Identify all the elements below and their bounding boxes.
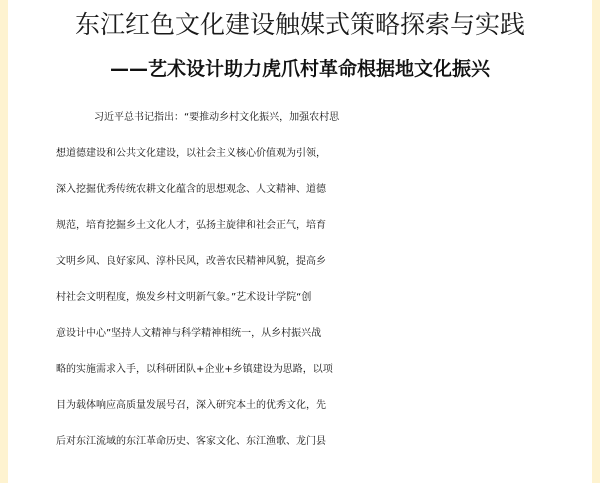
- body-line-8: 略的实施需求入手，以科研团队+企业+乡镇建设为思路，以项: [56, 364, 333, 375]
- body-line-9: 目为载体响应高质量发展号召，深入研究本土的优秀文化，先: [56, 400, 326, 411]
- body-line-4: 规范，培育挖掘乡土文化人才，弘扬主旋律和社会正气，培育: [56, 220, 326, 231]
- body-line-6: 村社会文明程度，焕发乡村文明新气象。”艺术设计学院“创: [56, 292, 312, 303]
- document-page: [8, 0, 592, 483]
- body-line-2: 想道德建设和公共文化建设，以社会主义核心价值观为引领，: [56, 148, 326, 159]
- document-subtitle: ——艺术设计助力虎爪村革命根据地文化振兴: [109, 58, 490, 80]
- body-line-5: 文明乡风、良好家风、淳朴民风，改善农民精神风貌，提高乡: [56, 256, 326, 267]
- body-line-1: 习近平总书记指出：“要推动乡村文化振兴，加强农村思: [94, 112, 340, 123]
- body-line-10: 后对东江流域的东江革命历史、客家文化、东江渔歌、龙门县: [56, 436, 326, 447]
- body-line-3: 深入挖掘优秀传统农耕文化蕴含的思想观念、人文精神、道德: [56, 184, 326, 195]
- body-line-7: 意设计中心”坚持人文精神与科学精神相统一，从乡村振兴战: [56, 328, 322, 339]
- document-title: 东江红色文化建设触媒式策略探索与实践: [74, 10, 525, 39]
